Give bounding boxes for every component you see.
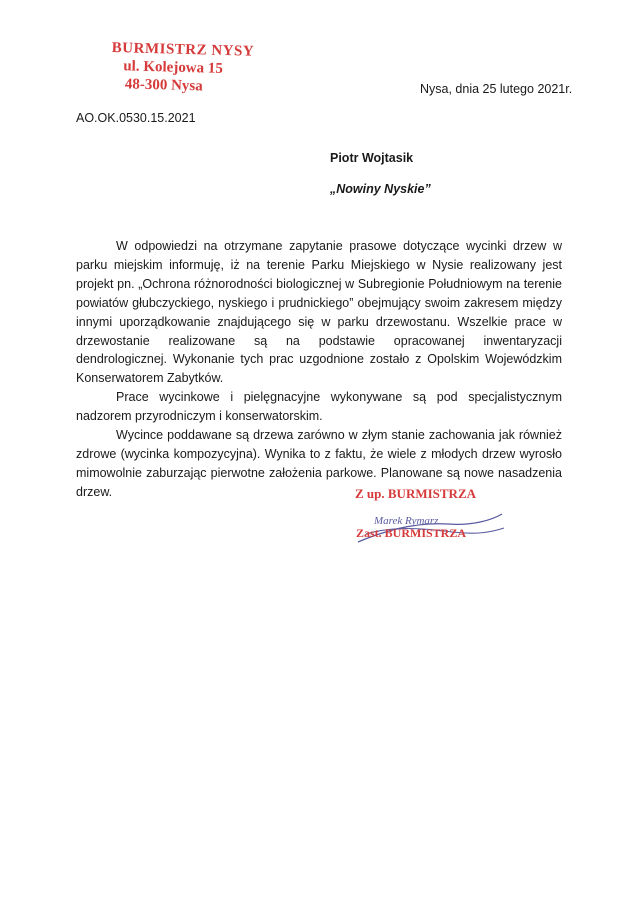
recipient-block bbox=[330, 151, 530, 196]
reference-number: AO.OK.0530.15.2021 bbox=[76, 111, 196, 125]
stamp-postcode-city: 48-300 Nysa bbox=[124, 76, 203, 95]
signature-handwritten-name: Marek Rymarz bbox=[374, 515, 439, 527]
office-stamp bbox=[111, 40, 312, 98]
signature-authority: Z up. BURMISTRZA bbox=[355, 486, 477, 501]
body-paragraph: Wycince poddawane są drzewa zarówno w złym stanie zachowania jak również zdrowe (wycinka kompozycyjna). Wynika to z faktu, że wiele z młodych drzew wyrosło mimowolnie zaburzając pierwotne założenia parkowe. Planowane są nowe nasadzenia drzew. bbox=[76, 428, 562, 499]
stamp-office-name: BURMISTRZ NYSY bbox=[111, 40, 255, 60]
body-paragraph: Prace wycinkowe i pielęgnacyjne wykonywane są pod specjalistycznym nadzorem przyrodniczym i konserwatorskim. bbox=[76, 390, 562, 424]
recipient-name: Piotr Wojtasik bbox=[330, 151, 414, 165]
place-and-date: Nysa, dnia 25 lutego 2021r. bbox=[420, 82, 573, 96]
letter-body bbox=[76, 237, 562, 502]
signature-stamp bbox=[352, 486, 512, 556]
stamp-street: ul. Kolejowa 15 bbox=[123, 58, 224, 77]
recipient-outlet: „Nowiny Nyskie” bbox=[330, 182, 431, 196]
signature-title: Zast. BURMISTRZA bbox=[356, 526, 467, 540]
body-paragraph: W odpowiedzi na otrzymane zapytanie prasowe dotyczące wycinki drzew w parku miejskim informuję, iż na terenie Parku Miejskiego w Nysie realizowany jest projekt pn. „Ochrona różnorodności biologicznej w Subregionie Południowym na terenie powiatów głubczyckiego, nyskiego i prudnickiego” obejmujący swoim zakresem między innymi uporządkowanie znajdującego się w parku drzewostanu. Wszelkie prace w drzewostanie realizowane są na podstawie opracowanej inwentaryzacji dendrologicznej. Wykonanie tych prac uzgodnione zostało z Opolskim Wojewódzkim Konserwatorem Zabytków. bbox=[76, 239, 562, 386]
